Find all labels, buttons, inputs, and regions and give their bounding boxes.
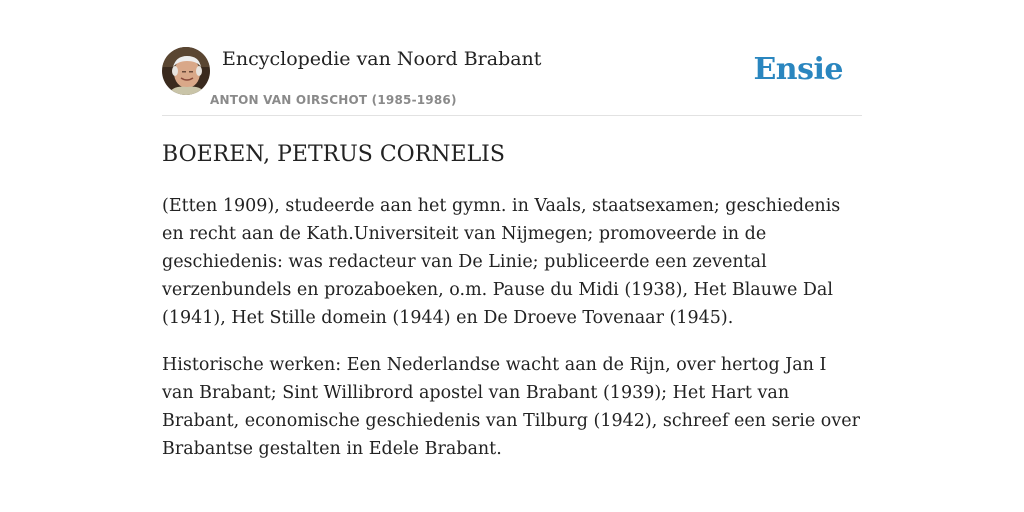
entry-paragraph: (Etten 1909), studeerde aan het gymn. in Vaals, staatsexamen; geschiedenis en recht aan de Kath.Universiteit van Nijmegen; promoveerde in de geschiedenis: was redacteur van De Linie; publiceerde een zevental verzenbundels en prozaboeken, o.m. Pause du Midi (1938), Het Blauwe Dal (1941), Het Stille domein (1944) en De Droeve Tovenaar (1945). bbox=[162, 196, 841, 328]
source-header bbox=[162, 46, 862, 116]
entry-title: BOEREN, PETRUS CORNELIS bbox=[162, 142, 505, 167]
ensie-logo[interactable]: Ensie bbox=[753, 52, 843, 87]
source-author[interactable]: ANTON VAN OIRSCHOT (1985-1986) bbox=[210, 93, 457, 107]
author-avatar[interactable] bbox=[162, 47, 210, 95]
source-title[interactable]: Encyclopedie van Noord Brabant bbox=[222, 48, 542, 70]
header-divider bbox=[162, 115, 862, 116]
entry-paragraph: Historische werken: Een Nederlandse wacht aan de Rijn, over hertog Jan I van Brabant; Sint Willibrord apostel van Brabant (1939); Het Hart van Brabant, economische geschiedenis van Tilburg (1942), schreef een serie over Brabantse gestalten in Edele Brabant. bbox=[162, 355, 860, 459]
